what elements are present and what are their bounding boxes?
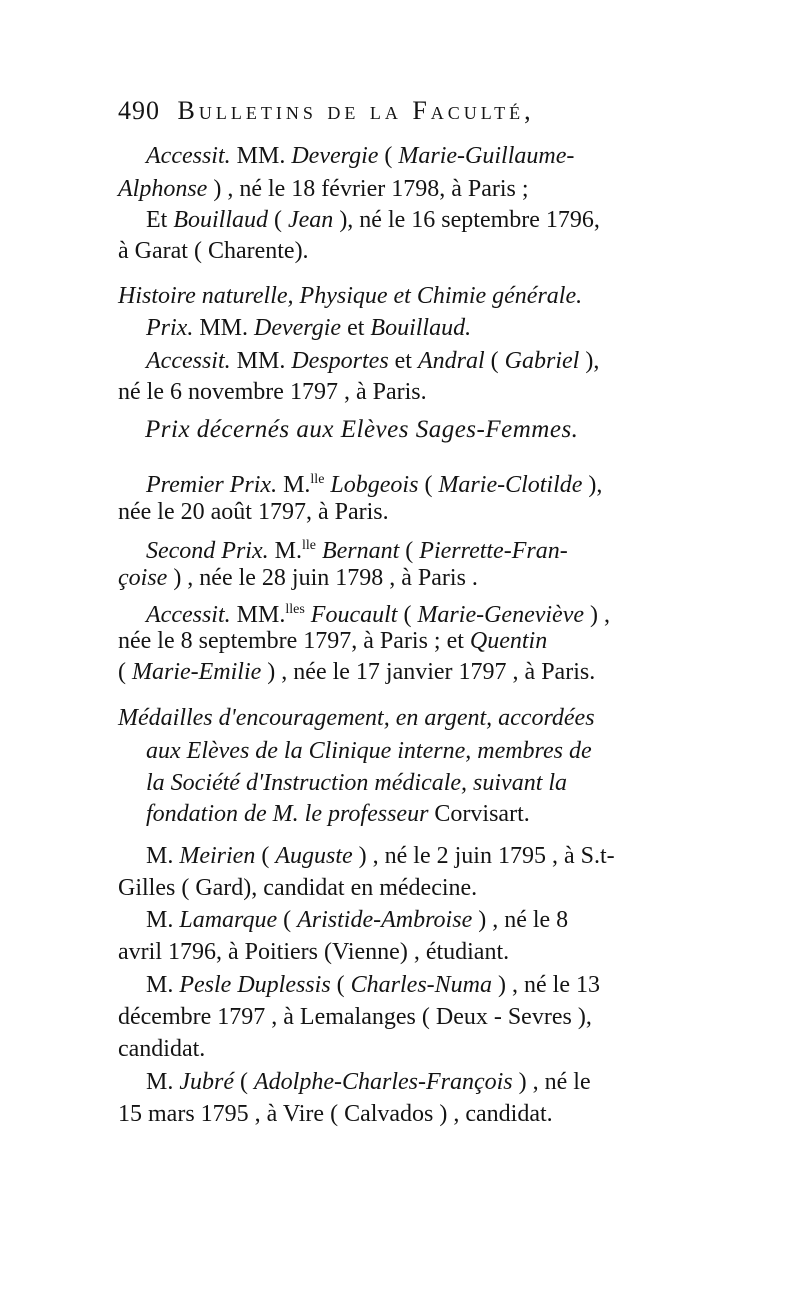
text-span: et [388,348,418,374]
text-span: ), [582,472,603,498]
text-span: la Société d'Instruction médicale, suivant la [146,770,568,796]
given-names: Adolphe-Charles-François [254,1069,513,1095]
surname: Devergie [291,143,379,169]
text-span: M. [277,472,311,498]
text-line [146,313,471,343]
text-line [146,970,600,1000]
given-names: Aristide-Ambroise [297,907,473,933]
text-span: M. [146,907,180,933]
text-span: ( [277,907,298,933]
label-accessit: Accessit. [146,602,231,628]
text-span: avril 1796, à Poitiers (Vienne) , étudiant. [118,939,510,965]
text-span: MM. [230,143,292,169]
text-span: M. [146,972,180,998]
surname: Corvisart. [428,801,530,827]
surname: Desportes [291,348,389,374]
text-line [118,1002,592,1032]
surname: Meirien [179,843,256,869]
text-span: ) , née le 17 janvier 1797 , à Paris. [261,659,596,685]
text-span: ( [418,472,439,498]
text-line [118,1034,205,1064]
surname: Bouillaud. [370,315,472,341]
text-line [118,563,478,593]
text-line [118,1099,553,1129]
text-span: à Garat ( Charente). [118,238,309,264]
text-line [146,1067,591,1097]
text-span: M. [268,538,302,564]
text-line [146,595,610,630]
text-line [146,141,574,171]
text-line [146,465,602,500]
text-span: ( [378,143,399,169]
given-names: Auguste [275,843,353,869]
superscript: lles [285,602,305,617]
text-span: ) , né le 18 février 1798, à Paris ; [207,176,529,202]
given-names: Charles-Numa [350,972,492,998]
given-names: Marie-Guillaume- [398,143,575,169]
given-names: Gabriel [504,348,580,374]
section-title: Prix décernés aux Elèves Sages-Femmes. [145,416,579,443]
text-span: ( [118,659,132,685]
text-line [146,736,592,766]
text-span: ) , né le 2 juin 1795 , à S.t- [352,843,615,869]
text-span: et [341,315,371,341]
prize-label: Premier Prix. [146,472,278,498]
text-span: fondation de M. le professeur [146,801,429,827]
given-names: Jean [288,207,334,233]
surname: Bernant [321,538,400,564]
surname: Andral [417,348,485,374]
given-names: Marie-Geneviève [417,602,584,628]
text-span: candidat. [118,1036,206,1062]
surname: Quentin [469,628,548,654]
given-names: Pierrette-Fran- [419,538,568,564]
label-accessit: Accessit. [146,348,231,374]
surname: Lamarque [179,907,278,933]
text-span: ( [330,972,351,998]
text-span: M. [146,1069,180,1095]
text-span: ( [234,1069,254,1095]
text-span: aux Elèves de la Clinique interne, membres de [146,738,592,764]
text-line [118,873,477,903]
label-accessit: Accessit. [146,143,231,169]
text-line [146,205,600,235]
text-span: ), [579,348,600,374]
label-prix: Prix. [146,315,194,341]
text-span: ( [484,348,505,374]
running-header [118,96,678,126]
surname: Pesle Duplessis [179,972,331,998]
text-line [118,937,509,967]
text-line [118,657,595,687]
surname: Foucault [310,602,398,628]
text-span: M. [146,843,180,869]
surname: Lobgeois [330,472,419,498]
superscript: lle [301,538,316,553]
given-names: çoise [118,565,168,591]
text-span: ), né le 16 septembre 1796, [333,207,600,233]
text-span: MM. [230,602,286,628]
text-span: ) , né le 13 [492,972,600,998]
given-names: Marie-Clotilde [438,472,583,498]
text-line [118,236,309,266]
text-line [118,497,389,527]
text-span: décembre 1797 , à Lemalanges ( Deux - Sevres ), [118,1004,592,1030]
surname: Bouillaud [173,207,268,233]
text-span: née le 20 août 1797, à Paris. [118,499,389,525]
text-line [146,531,568,566]
text-span: ) , né le [512,1069,591,1095]
text-line [118,703,595,733]
given-names: Alphonse [118,176,208,202]
page-number: 490 [118,96,160,125]
text-line [146,346,599,376]
text-span: ) , née le 28 juin 1798 , à Paris . [167,565,478,591]
text-span: Gilles ( Gard), candidat en médecine. [118,875,478,901]
text-span: MM. [193,315,255,341]
text-line [146,841,615,871]
prize-label: Second Prix. [146,538,269,564]
surname: Devergie [254,315,342,341]
text-span: MM. [230,348,292,374]
text-line [146,768,567,798]
text-line [146,799,530,829]
text-span: Et [146,207,174,233]
given-names: Marie-Emilie [132,659,262,685]
text-line [118,377,427,407]
text-line [118,174,529,204]
text-line [118,281,582,311]
text-span: née le 8 septembre 1797, à Paris ; et [118,628,470,654]
text-span: ( [268,207,288,233]
subject-heading: Histoire naturelle, Physique et Chimie générale. [118,283,583,309]
text-span: ( [255,843,276,869]
text-line [118,626,547,656]
surname: Jubré [179,1069,234,1095]
text-span: ) , né le 8 [472,907,569,933]
text-span: ) , [584,602,610,628]
running-title: Bulletins de la Faculté, [177,96,535,125]
text-span: né le 6 novembre 1797 , à Paris. [118,379,427,405]
text-span: Médailles d'encouragement, en argent, accordées [118,705,595,731]
text-span: ( [399,538,420,564]
text-line [146,905,568,935]
text-span: 15 mars 1795 , à Vire ( Calvados ) , candidat. [118,1101,553,1127]
text-span: ( [397,602,418,628]
superscript: lle [310,472,325,487]
